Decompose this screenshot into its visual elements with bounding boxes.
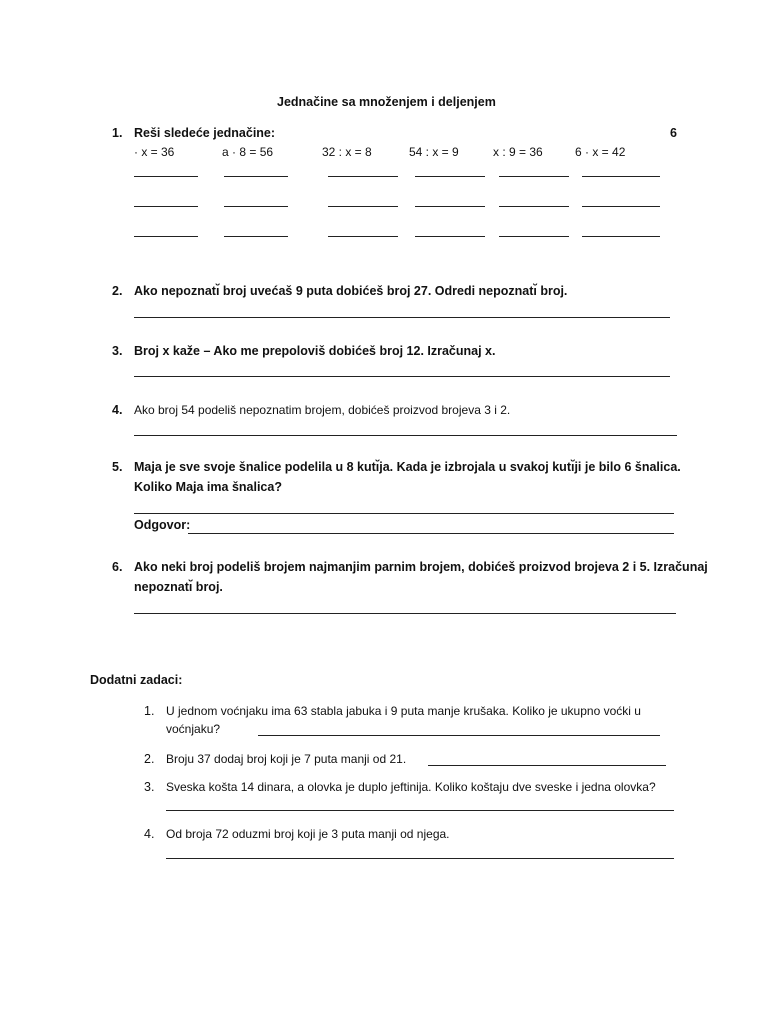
answer-line[interactable] (582, 176, 660, 177)
task-6-number: 6. (112, 560, 123, 574)
extra-1-number: 1. (144, 704, 155, 718)
page-title: Jednačine sa množenjem i deljenjem (277, 95, 496, 109)
task-1-points: 6 (670, 126, 677, 140)
task-5-answer-label: Odgovor: (134, 518, 191, 532)
extra-1-line-1: U jednom voćnjaku ima 63 stabla jabuka i 9 puta manje krušaka. Koliko je ukupno voćki u (166, 704, 641, 718)
task-2-answer-line[interactable] (134, 317, 670, 318)
task-5-line-1: Maja je sve svoje šnalice podelila u 8 kutı̆ja. Kada je izbrojala u svakoj kutı̆ji je bilo 6 šnalica. (134, 460, 681, 474)
equation-5: x : 9 = 36 (493, 145, 543, 159)
extra-3-line-1: Sveska košta 14 dinara, a olovka je duplo jeftinija. Koliko koštaju dve sveske i jedna olovka? (166, 780, 656, 794)
extra-2-line-1: Broju 37 dodaj broj koji je 7 puta manji od 21. (166, 752, 407, 766)
answer-line[interactable] (328, 236, 398, 237)
task-1-number: 1. (112, 126, 123, 140)
extra-4-number: 4. (144, 827, 155, 841)
equation-6: 6 · x = 42 (575, 145, 626, 159)
task-3-number: 3. (112, 344, 123, 358)
answer-line[interactable] (224, 206, 288, 207)
task-3-text: Broj x kaže – Ako me prepoloviš dobićeš broj 12. Izračunaj x. (134, 344, 496, 358)
task-5-answer-line[interactable] (188, 533, 674, 534)
extra-4-answer-line[interactable] (166, 858, 674, 859)
answer-line[interactable] (328, 206, 398, 207)
extra-2-number: 2. (144, 752, 155, 766)
extra-3-number: 3. (144, 780, 155, 794)
task-5-line-2: Koliko Maja ima šnalica? (134, 480, 282, 494)
task-2-number: 2. (112, 284, 123, 298)
extra-heading: Dodatni zadaci: (90, 673, 183, 687)
answer-line[interactable] (499, 236, 569, 237)
task-4-number: 4. (112, 403, 123, 417)
answer-line[interactable] (415, 236, 485, 237)
task-2-text: Ako nepoznatı̆ broj uvećaš 9 puta dobićeš broj 27. Odredi nepoznatı̆ broj. (134, 284, 568, 298)
answer-line[interactable] (224, 176, 288, 177)
equation-4: 54 : x = 9 (409, 145, 459, 159)
task-5-work-line[interactable] (134, 513, 674, 514)
answer-line[interactable] (499, 176, 569, 177)
answer-line[interactable] (328, 176, 398, 177)
equation-1: · x = 36 (134, 145, 175, 159)
answer-line[interactable] (415, 176, 485, 177)
task-4-text: Ako broj 54 podeliš nepoznatim brojem, dobićeš proizvod brojeva 3 i 2. (134, 403, 511, 417)
task-4-answer-line[interactable] (134, 435, 677, 436)
extra-1-answer-line[interactable] (258, 735, 660, 736)
answer-line[interactable] (499, 206, 569, 207)
extra-2-answer-line[interactable] (428, 765, 666, 766)
task-6-line-1: Ako neki broj podeliš brojem najmanjim parnim brojem, dobićeš proizvod brojeva 2 i 5. Izračunaj (134, 560, 708, 574)
extra-3-answer-line[interactable] (166, 810, 674, 811)
answer-line[interactable] (415, 206, 485, 207)
answer-line[interactable] (134, 236, 198, 237)
equation-3: 32 : x = 8 (322, 145, 372, 159)
extra-4-line-1: Od broja 72 oduzmi broj koji je 3 puta manji od njega. (166, 827, 450, 841)
answer-line[interactable] (134, 176, 198, 177)
task-1-label: Reši sledeće jednačine: (134, 126, 276, 140)
task-3-answer-line[interactable] (134, 376, 670, 377)
task-6-line-2: nepoznatı̆ broj. (134, 580, 223, 594)
answer-line[interactable] (582, 236, 660, 237)
task-5-number: 5. (112, 460, 123, 474)
extra-1-line-2: voćnjaku? (166, 722, 221, 736)
answer-line[interactable] (134, 206, 198, 207)
answer-line[interactable] (582, 206, 660, 207)
equation-2: a · 8 = 56 (222, 145, 274, 159)
task-6-answer-line[interactable] (134, 613, 676, 614)
answer-line[interactable] (224, 236, 288, 237)
